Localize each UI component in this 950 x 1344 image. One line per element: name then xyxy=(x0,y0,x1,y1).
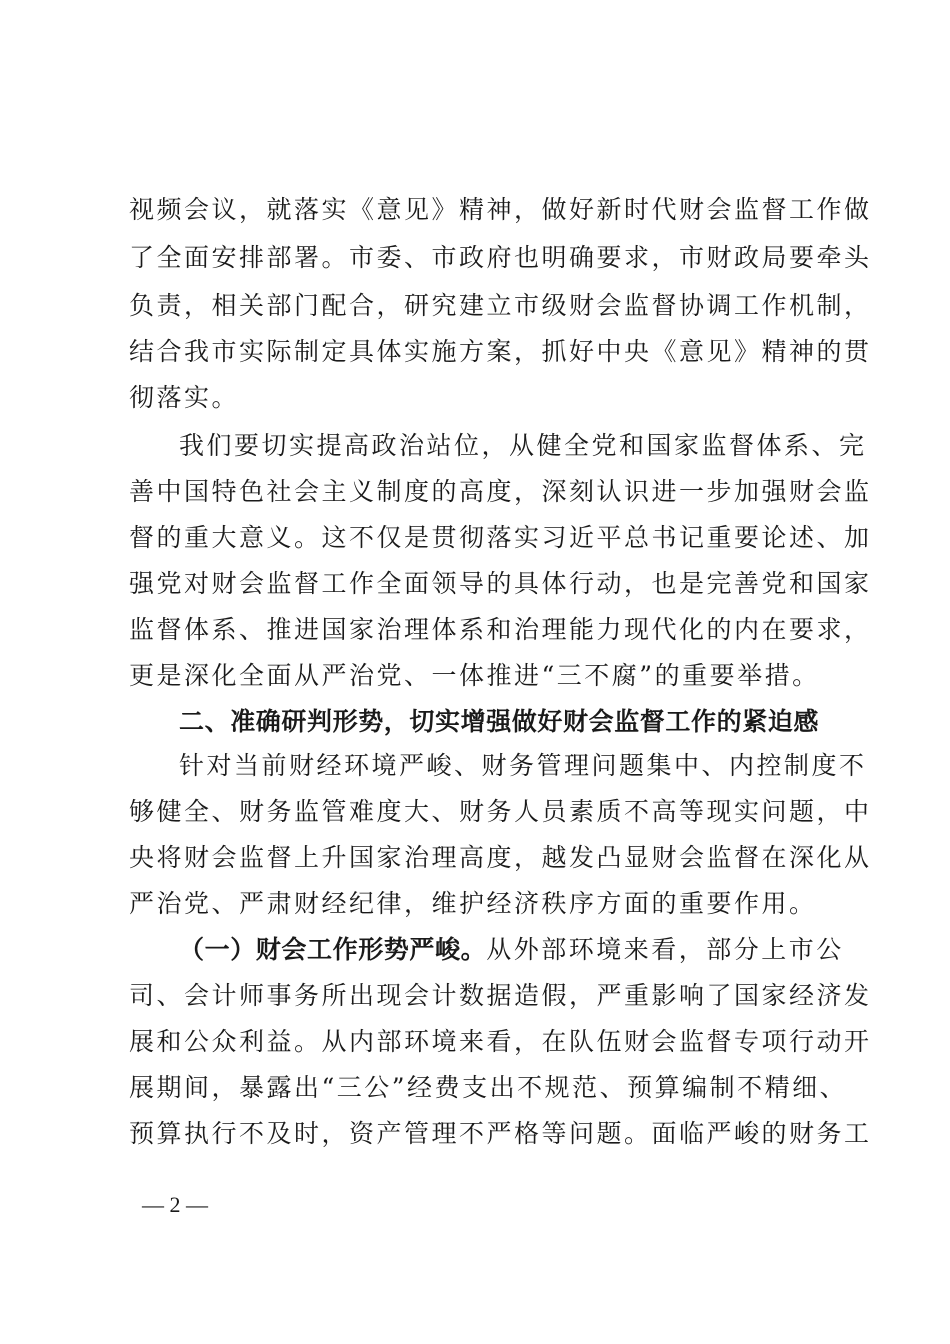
text-line: 展和公众利益。从内部环境来看，在队伍财会监督专项行动开 xyxy=(129,1027,872,1056)
text-line: 强党对财会监督工作全面领导的具体行动，也是完善党和国家 xyxy=(129,569,872,598)
subsection-heading: （一）财会工作形势严峻。 xyxy=(179,935,487,964)
text-line: 预算执行不及时，资产管理不严格等问题。面临严峻的财务工 xyxy=(129,1119,872,1148)
text-line: 严治党、严肃财经纪律，维护经济秩序方面的重要作用。 xyxy=(129,889,817,918)
text-line: 央将财会监督上升国家治理高度，越发凸显财会监督在深化从 xyxy=(129,843,872,872)
text-line: 善中国特色社会主义制度的高度，深刻认识进一步加强财会监 xyxy=(129,477,872,506)
paragraph-first-line: 我们要切实提高政治站位，从健全党和国家监督体系、完 xyxy=(179,431,867,460)
text-line: 彻落实。 xyxy=(129,383,240,412)
paragraph-first-line: 针对当前财经环境严峻、财务管理问题集中、内控制度不 xyxy=(179,751,867,780)
text-line: 更是深化全面从严治党、一体推进“三不腐”的重要举措。 xyxy=(129,661,820,690)
subsection-text: 从外部环境来看，部分上市公 xyxy=(486,935,844,964)
text-line: 结合我市实际制定具体实施方案，抓好中央《意见》精神的贯 xyxy=(129,337,872,366)
page-number: — 2 — xyxy=(142,1192,208,1217)
subsection-line xyxy=(179,932,879,968)
text-line: 监督体系、推进国家治理体系和治理能力现代化的内在要求， xyxy=(129,615,872,644)
text-line: 负责，相关部门配合，研究建立市级财会监督协调工作机制， xyxy=(129,291,872,320)
section-heading: 二、准确研判形势，切实增强做好财会监督工作的紧迫感 xyxy=(179,707,820,736)
text-line: 视频会议，就落实《意见》精神，做好新时代财会监督工作做 xyxy=(129,195,872,224)
text-line: 司、会计师事务所出现会计数据造假，严重影响了国家经济发 xyxy=(129,981,872,1010)
text-line: 够健全、财务监管难度大、财务人员素质不高等现实问题，中 xyxy=(129,797,872,826)
text-line: 展期间，暴露出“三公”经费支出不规范、预算编制不精细、 xyxy=(129,1073,848,1102)
text-line: 了全面安排部署。市委、市政府也明确要求，市财政局要牵头 xyxy=(129,243,872,272)
text-line: 督的重大意义。这不仅是贯彻落实习近平总书记重要论述、加 xyxy=(129,523,872,552)
